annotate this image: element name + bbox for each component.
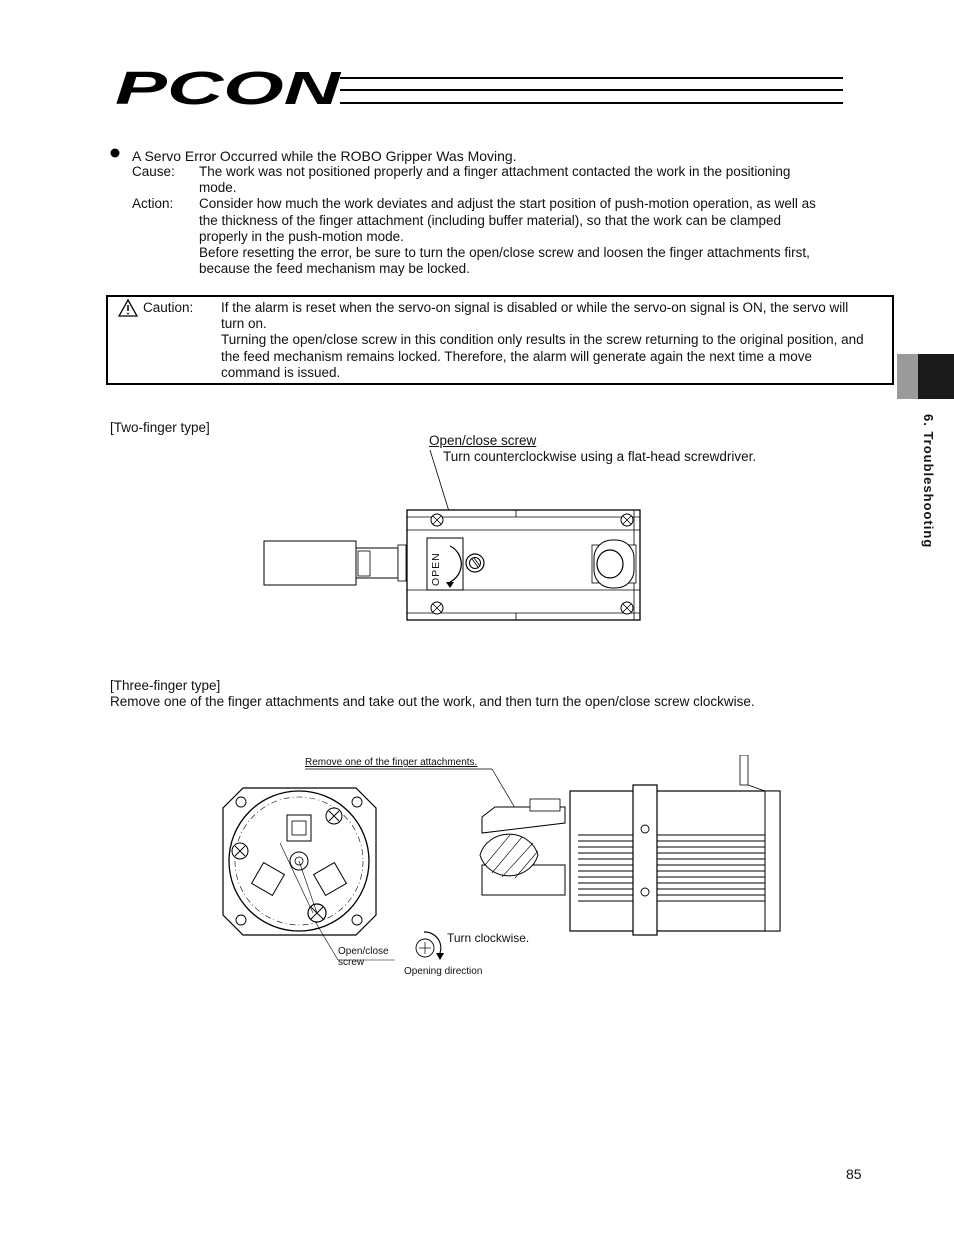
caution-line: If the alarm is reset when the servo-on signal is disabled or while the servo-on signal is ON, the servo will	[221, 300, 849, 315]
two-finger-heading: [Two-finger type]	[110, 420, 210, 435]
screw-label-line1: Open/close	[338, 946, 389, 957]
chapter-label: 6. Troubleshooting	[921, 414, 936, 549]
action-line: Consider how much the work deviates and adjust the start position of push-motion operation, as well as	[199, 196, 816, 211]
cause-line: mode.	[199, 180, 237, 195]
action-line: Before resetting the error, be sure to turn the open/close screw and loosen the finger attachments first,	[199, 245, 810, 260]
svg-text:PCON: PCON	[115, 64, 342, 108]
caution-label: Caution:	[143, 300, 194, 315]
action-line: because the feed mechanism may be locked.	[199, 261, 470, 276]
three-finger-instruction: Remove one of the finger attachments and take out the work, and then turn the open/close screw clockwise.	[110, 694, 755, 709]
action-line: properly in the push-motion mode.	[199, 229, 404, 244]
remove-attachment-label: Remove one of the finger attachments.	[305, 757, 478, 768]
cause-line: The work was not positioned properly and a finger attachment contacted the work in the positioning	[199, 164, 791, 179]
action-line: the thickness of the finger attachment (including buffer material), so that the work can be clamped	[199, 213, 782, 228]
turn-clockwise-label: Turn clockwise.	[447, 931, 530, 945]
caution-line: command is issued.	[221, 365, 341, 380]
three-finger-gripper-drawing	[220, 755, 785, 985]
opening-direction-label: Opening direction	[404, 966, 483, 977]
cause-label: Cause:	[132, 164, 175, 179]
two-finger-gripper-drawing	[262, 450, 644, 622]
header-rule-lines	[340, 77, 843, 107]
chapter-tab-light	[897, 354, 918, 399]
caution-line: turn on.	[221, 316, 267, 331]
turn-instruction: Turn counterclockwise using a flat-head screwdriver.	[443, 449, 757, 464]
chapter-tab-dark	[918, 354, 954, 399]
open-close-screw-label: Open/close screw	[429, 433, 537, 448]
caution-line: Turning the open/close screw in this condition only results in the screw returning to the original position, and	[221, 332, 864, 347]
action-label: Action:	[132, 196, 174, 211]
screw-label-line2: screw	[338, 957, 365, 968]
open-marking: OPEN	[430, 552, 442, 586]
warning-triangle-icon	[118, 299, 138, 317]
page-number: 85	[846, 1166, 862, 1182]
section-title: A Servo Error Occurred while the ROBO Gripper Was Moving.	[132, 148, 517, 164]
pcon-logo	[115, 64, 345, 108]
caution-line: the feed mechanism remains locked. Therefore, the alarm will generate again the next time a move	[221, 349, 813, 364]
three-finger-heading: [Three-finger type]	[110, 678, 221, 693]
bullet-icon	[110, 148, 120, 158]
